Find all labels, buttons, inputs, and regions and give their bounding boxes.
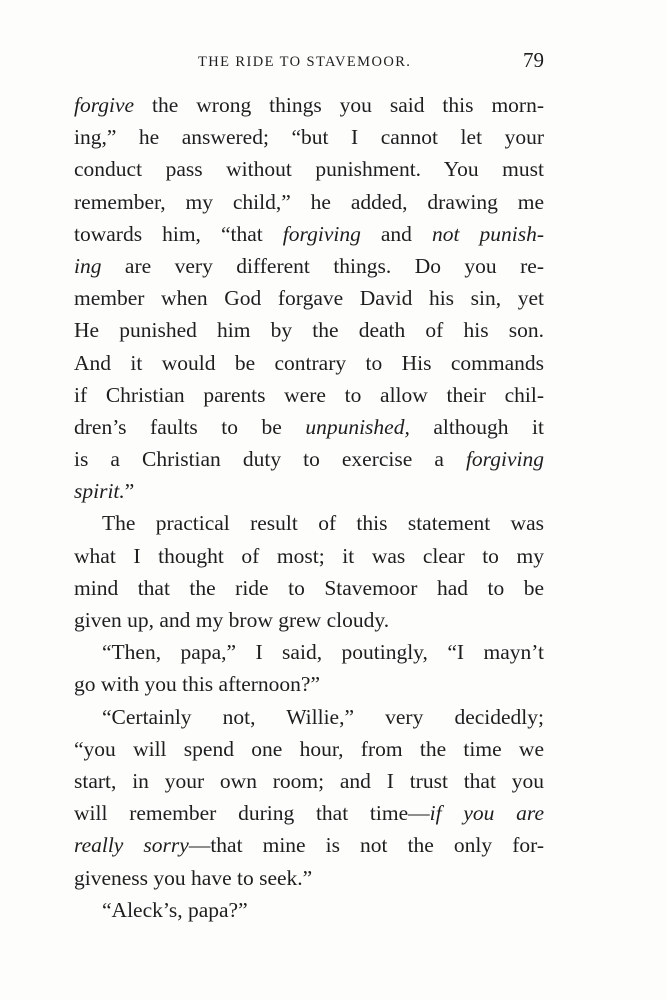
text-run: the wrong things you said this morn- — [134, 93, 544, 117]
text-line — [74, 540, 544, 572]
text-run: conduct pass without punishment. You must — [74, 157, 544, 182]
text-line — [74, 314, 544, 346]
text-line — [74, 894, 544, 926]
text-line — [74, 765, 544, 797]
text-run: ” — [124, 479, 135, 504]
italic-text: forgiving — [465, 447, 544, 472]
text-run: —that mine is not the only for- — [188, 833, 544, 858]
text-run: “Aleck’s, papa?” — [102, 897, 248, 922]
italic-text: really sorry — [74, 833, 189, 858]
italic-text: forgive — [74, 93, 135, 117]
text-line — [74, 701, 544, 733]
text-line — [74, 443, 544, 475]
text-line — [74, 218, 544, 250]
text-run: and — [360, 221, 432, 246]
text-line — [74, 733, 544, 765]
italic-text: ing — [74, 253, 102, 278]
text-run: are very different things. Do you re- — [101, 253, 544, 278]
text-line — [74, 347, 544, 379]
text-line — [74, 572, 544, 604]
text-run: giveness you have to seek.” — [74, 865, 313, 890]
text-run: remember, my child,” he added, drawing me — [74, 189, 544, 214]
text-run: will remember during that time— — [74, 801, 430, 826]
text-line — [74, 89, 544, 121]
text-line — [74, 475, 544, 507]
text-run: And it would be contrary to His commands — [74, 350, 544, 375]
text-run: The practical result of this statement was — [102, 511, 544, 536]
text-line — [74, 604, 544, 636]
italic-text: if you are — [429, 801, 544, 826]
text-run: “Certainly not, Willie,” very decidedly; — [102, 704, 544, 729]
text-line — [74, 379, 544, 411]
text-line — [74, 507, 544, 539]
text-line — [74, 153, 544, 185]
text-run: if Christian parents were to allow their chil- — [74, 382, 544, 407]
text-run: “Then, papa,” I said, poutingly, “I mayn’t — [102, 640, 544, 665]
text-run: given up, and my brow grew cloudy. — [74, 608, 390, 632]
text-line — [74, 186, 544, 218]
body-text — [74, 89, 544, 926]
running-title: THE RIDE TO STAVEMOOR. — [198, 54, 412, 70]
text-run: towards him, “that — [74, 221, 283, 246]
text-line — [74, 250, 544, 282]
text-line — [74, 636, 544, 668]
text-line — [74, 668, 544, 700]
text-run: is a Christian duty to exercise a — [74, 447, 466, 472]
text-line — [74, 862, 544, 894]
page-number: 79 — [523, 48, 544, 72]
text-run: He punished him by the death of his son. — [74, 318, 544, 343]
text-line — [74, 282, 544, 314]
running-head — [74, 50, 544, 74]
text-run: what I thought of most; it was clear to my — [74, 543, 544, 568]
text-run: although it — [409, 414, 545, 439]
text-run: start, in your own room; and I trust that you — [74, 768, 544, 793]
text-line — [74, 121, 544, 153]
italic-text: unpunished, — [305, 414, 410, 439]
text-run: member when God forgave David his sin, yet — [74, 286, 544, 311]
text-run: ing,” he answered; “but I cannot let your — [74, 125, 544, 150]
text-line — [74, 411, 544, 443]
text-run: dren’s faults to be — [74, 414, 306, 439]
italic-text: not punish- — [431, 221, 544, 246]
text-run: “you will spend one hour, from the time we — [74, 736, 544, 761]
italic-text: forgiving — [282, 221, 361, 246]
text-line — [74, 829, 544, 861]
text-run: go with you this afternoon?” — [74, 672, 321, 697]
text-run: mind that the ride to Stavemoor had to be — [74, 575, 544, 600]
text-line — [74, 797, 544, 829]
italic-text: spirit. — [74, 479, 125, 504]
